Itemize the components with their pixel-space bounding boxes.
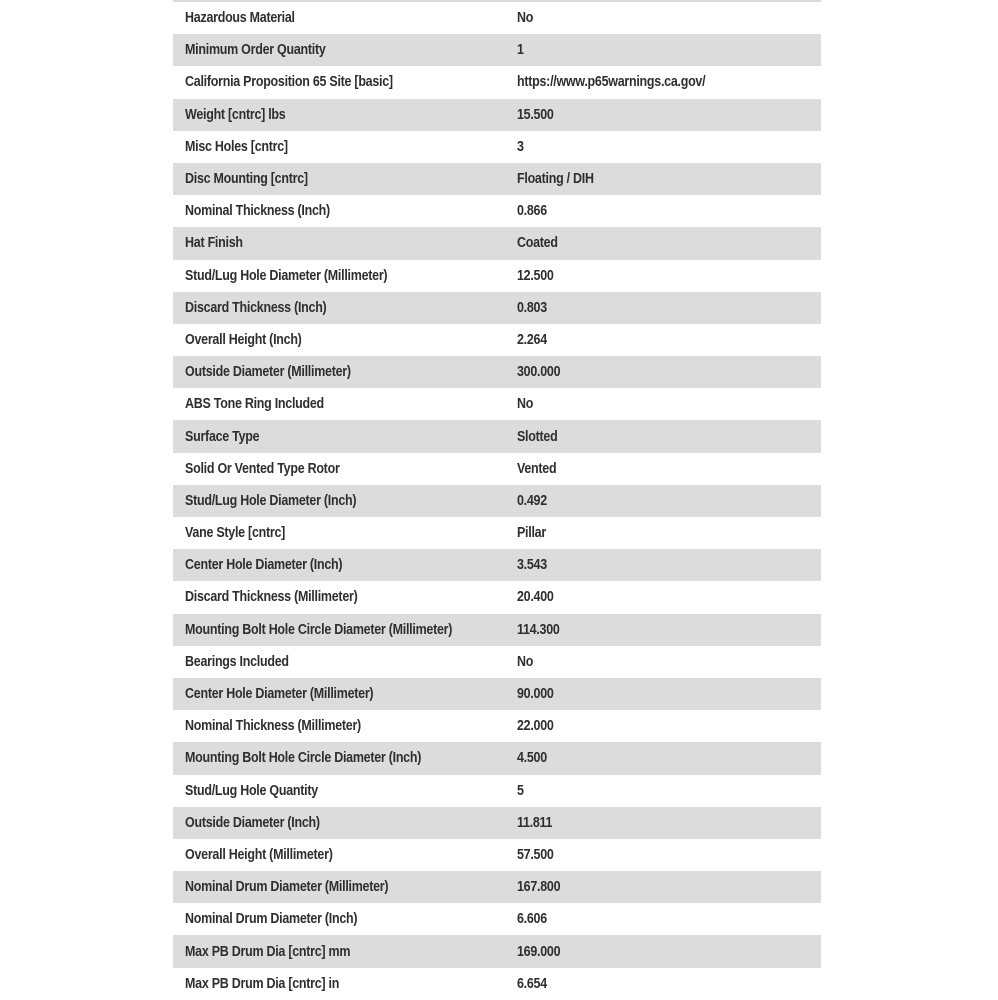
spec-value: 114.300 <box>517 621 560 638</box>
spec-label: California Proposition 65 Site [basic] <box>185 74 393 91</box>
spec-label: Vane Style [cntrc] <box>185 525 286 542</box>
spec-value: Coated <box>517 235 558 252</box>
spec-value: 300.000 <box>517 364 561 381</box>
table-row <box>173 968 821 1000</box>
spec-value: 11.811 <box>517 814 553 831</box>
table-row <box>173 2 821 34</box>
table-row <box>173 710 821 742</box>
table-row <box>173 356 821 388</box>
table-row <box>173 549 821 581</box>
spec-label: ABS Tone Ring Included <box>185 396 324 413</box>
spec-label: Overall Height (Millimeter) <box>185 846 333 863</box>
table-row <box>173 34 821 66</box>
spec-value: No <box>517 653 534 670</box>
table-row <box>173 260 821 292</box>
spec-value: https://www.p65warnings.ca.gov/ <box>517 74 706 91</box>
spec-value: Slotted <box>517 428 558 445</box>
specifications-table <box>173 2 821 1000</box>
spec-label: Nominal Drum Diameter (Inch) <box>185 911 358 928</box>
spec-label: Center Hole Diameter (Millimeter) <box>185 686 374 703</box>
table-row <box>173 903 821 935</box>
table-row <box>173 420 821 452</box>
table-row <box>173 807 821 839</box>
table-row <box>173 227 821 259</box>
table-row <box>173 99 821 131</box>
spec-label: Nominal Thickness (Millimeter) <box>185 718 361 735</box>
spec-value: 4.500 <box>517 750 547 767</box>
table-row <box>173 66 821 98</box>
spec-label: Minimum Order Quantity <box>185 42 326 59</box>
spec-value: Pillar <box>517 525 546 542</box>
table-row <box>173 131 821 163</box>
spec-value: Vented <box>517 460 557 477</box>
table-row <box>173 839 821 871</box>
spec-label: Nominal Thickness (Inch) <box>185 203 330 220</box>
spec-label: Weight [cntrc] lbs <box>185 106 286 123</box>
spec-value: 1 <box>517 42 524 59</box>
spec-value: 20.400 <box>517 589 554 606</box>
spec-label: Stud/Lug Hole Diameter (Millimeter) <box>185 267 388 284</box>
spec-label: Center Hole Diameter (Inch) <box>185 557 343 574</box>
table-row <box>173 485 821 517</box>
spec-value: 22.000 <box>517 718 554 735</box>
table-row <box>173 871 821 903</box>
table-row <box>173 678 821 710</box>
spec-value: 0.866 <box>517 203 547 220</box>
spec-label: Hazardous Material <box>185 10 295 27</box>
spec-label: Discard Thickness (Inch) <box>185 299 327 316</box>
spec-value: 0.803 <box>517 299 547 316</box>
spec-value: 3 <box>517 138 524 155</box>
spec-label: Mounting Bolt Hole Circle Diameter (Inch) <box>185 750 422 767</box>
spec-label: Max PB Drum Dia [cntrc] mm <box>185 943 351 960</box>
table-row <box>173 646 821 678</box>
spec-value: 12.500 <box>517 267 554 284</box>
spec-value: 90.000 <box>517 686 554 703</box>
spec-label: Bearings Included <box>185 653 289 670</box>
spec-label: Mounting Bolt Hole Circle Diameter (Millimeter) <box>185 621 453 638</box>
table-row <box>173 388 821 420</box>
spec-label: Solid Or Vented Type Rotor <box>185 460 340 477</box>
spec-label: Outside Diameter (Millimeter) <box>185 364 351 381</box>
table-row <box>173 453 821 485</box>
table-row <box>173 614 821 646</box>
spec-label: Stud/Lug Hole Quantity <box>185 782 318 799</box>
table-row <box>173 292 821 324</box>
spec-value: 0.492 <box>517 492 547 509</box>
table-row <box>173 195 821 227</box>
spec-value: 5 <box>517 782 524 799</box>
spec-value: No <box>517 396 534 413</box>
spec-label: Discard Thickness (Millimeter) <box>185 589 358 606</box>
spec-label: Disc Mounting [cntrc] <box>185 171 308 188</box>
table-row <box>173 935 821 967</box>
specifications-table-body <box>173 2 821 1000</box>
table-row <box>173 742 821 774</box>
table-row <box>173 163 821 195</box>
spec-label: Nominal Drum Diameter (Millimeter) <box>185 879 389 896</box>
table-row <box>173 775 821 807</box>
table-row <box>173 581 821 613</box>
spec-label: Outside Diameter (Inch) <box>185 814 320 831</box>
spec-value: No <box>517 10 534 27</box>
spec-value: 169.000 <box>517 943 561 960</box>
spec-value: 15.500 <box>517 106 554 123</box>
spec-label: Surface Type <box>185 428 260 445</box>
spec-label: Overall Height (Inch) <box>185 331 302 348</box>
table-row <box>173 517 821 549</box>
spec-label: Stud/Lug Hole Diameter (Inch) <box>185 492 357 509</box>
spec-label: Max PB Drum Dia [cntrc] in <box>185 975 340 992</box>
spec-value: Floating / DIH <box>517 171 594 188</box>
table-row <box>173 324 821 356</box>
spec-label: Hat Finish <box>185 235 243 252</box>
spec-value: 2.264 <box>517 331 547 348</box>
spec-label: Misc Holes [cntrc] <box>185 138 288 155</box>
spec-value: 6.654 <box>517 975 547 992</box>
spec-value: 6.606 <box>517 911 547 928</box>
spec-value: 167.800 <box>517 879 561 896</box>
spec-value: 3.543 <box>517 557 547 574</box>
spec-value: 57.500 <box>517 846 554 863</box>
